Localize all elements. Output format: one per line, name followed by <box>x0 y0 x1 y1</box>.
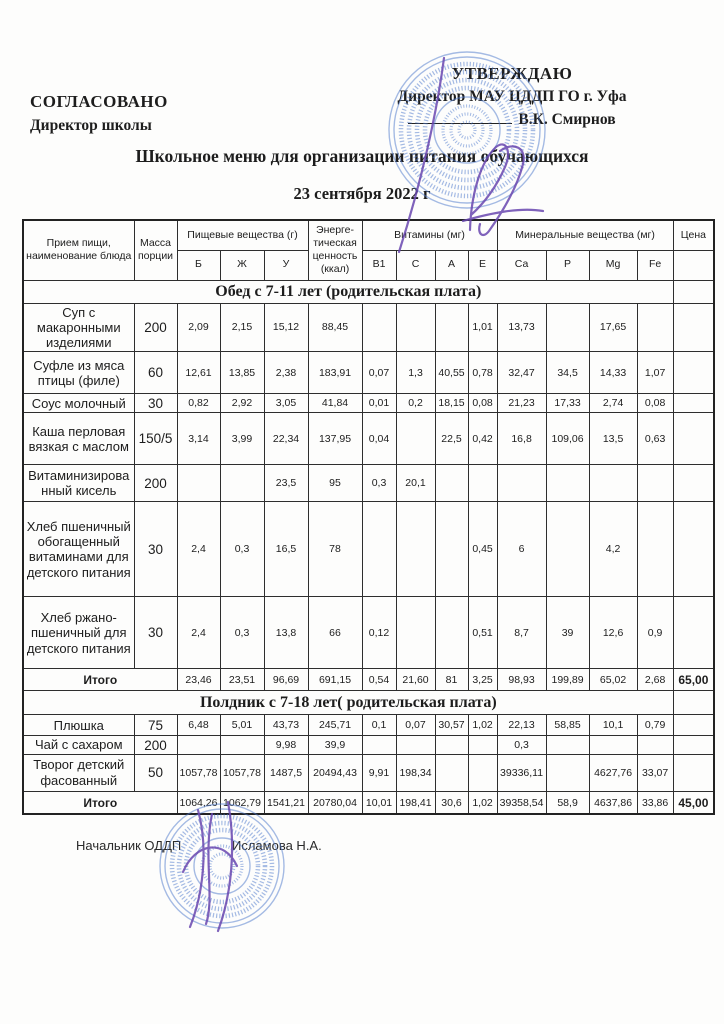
value-cell <box>637 303 673 352</box>
value-cell: 17,65 <box>589 303 637 352</box>
dish-name: Чай с сахаром <box>23 736 134 754</box>
value-cell: 2,74 <box>589 394 637 413</box>
value-cell: 18,15 <box>435 394 468 413</box>
value-cell: 0,08 <box>637 394 673 413</box>
value-cell <box>589 465 637 502</box>
value-cell: 0,42 <box>468 413 497 465</box>
value-cell <box>673 736 714 754</box>
value-cell: 137,95 <box>308 413 362 465</box>
col-header-energy: Энерге-тическая ценность (ккал) <box>308 220 362 280</box>
value-cell: 9,91 <box>362 754 396 791</box>
value-cell: 15,12 <box>264 303 308 352</box>
value-cell: 10,01 <box>362 791 396 814</box>
dish-row <box>23 597 714 669</box>
section-title: Обед с 7-11 лет (родительская плата) <box>23 280 673 303</box>
value-cell <box>396 502 435 597</box>
dish-row <box>23 413 714 465</box>
value-cell: 0,3 <box>497 736 546 754</box>
dish-row <box>23 736 714 754</box>
value-cell: 1057,78 <box>220 754 264 791</box>
value-cell <box>673 413 714 465</box>
dish-row <box>23 303 714 352</box>
value-cell <box>637 736 673 754</box>
value-cell: 20780,04 <box>308 791 362 814</box>
value-cell <box>546 303 589 352</box>
value-cell <box>468 736 497 754</box>
value-cell: 2,4 <box>177 502 220 597</box>
value-cell: 16,5 <box>264 502 308 597</box>
col-subheader-protein: Б <box>177 250 220 280</box>
dish-name: Витаминизированный кисель <box>23 465 134 502</box>
value-cell: 1,07 <box>637 352 673 394</box>
footer-name: Исламова Н.А. <box>232 838 322 853</box>
value-cell: 39 <box>546 597 589 669</box>
value-cell: 4,2 <box>589 502 637 597</box>
value-cell: 8,7 <box>497 597 546 669</box>
value-cell <box>673 394 714 413</box>
footer-position: Начальник ОДДП <box>76 838 182 853</box>
value-cell: 6,48 <box>177 715 220 736</box>
section-price-spacer <box>673 691 714 715</box>
value-cell: 6 <box>497 502 546 597</box>
value-cell <box>546 754 589 791</box>
dish-row <box>23 754 714 791</box>
dish-row <box>23 715 714 736</box>
value-cell: 9,98 <box>264 736 308 754</box>
dish-name: Хлеб пшеничный обогащенный витаминами для детского питания <box>23 502 134 597</box>
value-cell: 183,91 <box>308 352 362 394</box>
value-cell: 22,13 <box>497 715 546 736</box>
value-cell: 1,02 <box>468 715 497 736</box>
value-cell: 2,38 <box>264 352 308 394</box>
value-cell: 34,5 <box>546 352 589 394</box>
value-cell <box>396 303 435 352</box>
value-cell: 41,84 <box>308 394 362 413</box>
value-cell <box>362 736 396 754</box>
approved-role: Директор МАУ ЦДДП ГО г. Уфа <box>397 88 627 105</box>
portion-mass: 30 <box>134 394 177 413</box>
value-cell: 245,71 <box>308 715 362 736</box>
col-subheader-a: А <box>435 250 468 280</box>
value-cell: 2,09 <box>177 303 220 352</box>
signature-line <box>408 110 512 124</box>
value-cell <box>435 736 468 754</box>
value-cell: 39336,11 <box>497 754 546 791</box>
dish-name: Суп с макаронными изделиями <box>23 303 134 352</box>
value-cell: 109,06 <box>546 413 589 465</box>
value-cell: 0,51 <box>468 597 497 669</box>
value-cell: 96,69 <box>264 669 308 691</box>
value-cell: 0,2 <box>396 394 435 413</box>
value-cell: 40,55 <box>435 352 468 394</box>
portion-mass: 150/5 <box>134 413 177 465</box>
head-signature-icon <box>183 802 237 931</box>
section-title: Полдник с 7-18 лет( родительская плата) <box>23 691 673 715</box>
value-cell <box>220 465 264 502</box>
portion-mass: 30 <box>134 502 177 597</box>
value-cell: 30,57 <box>435 715 468 736</box>
value-cell: 3,05 <box>264 394 308 413</box>
value-cell: 78 <box>308 502 362 597</box>
portion-mass: 200 <box>134 465 177 502</box>
value-cell <box>673 303 714 352</box>
value-cell: 3,25 <box>468 669 497 691</box>
value-cell: 39358,54 <box>497 791 546 814</box>
value-cell: 13,85 <box>220 352 264 394</box>
portion-mass: 200 <box>134 736 177 754</box>
value-cell: 0,82 <box>177 394 220 413</box>
value-cell: 0,07 <box>362 352 396 394</box>
value-cell <box>435 465 468 502</box>
value-cell: 12,6 <box>589 597 637 669</box>
col-subheader-price-spacer <box>673 250 714 280</box>
value-cell: 2,15 <box>220 303 264 352</box>
col-subheader-p: Р <box>546 250 589 280</box>
value-cell: 5,01 <box>220 715 264 736</box>
col-group-minerals: Минеральные вещества (мг) <box>497 220 673 250</box>
value-cell: 20494,43 <box>308 754 362 791</box>
value-cell: 0,63 <box>637 413 673 465</box>
value-cell <box>396 736 435 754</box>
section-price-spacer <box>673 280 714 303</box>
value-cell <box>637 465 673 502</box>
value-cell <box>220 736 264 754</box>
total-price: 65,00 <box>673 669 714 691</box>
value-cell: 1064,26 <box>177 791 220 814</box>
value-cell: 23,5 <box>264 465 308 502</box>
value-cell: 198,34 <box>396 754 435 791</box>
dish-row <box>23 394 714 413</box>
col-header-mass: Масса порции <box>134 220 177 280</box>
portion-mass: 30 <box>134 597 177 669</box>
dish-name: Хлеб ржано-пшеничный для детского питания <box>23 597 134 669</box>
agreed-label: СОГЛАСОВАНО <box>30 92 168 111</box>
value-cell: 691,15 <box>308 669 362 691</box>
value-cell: 39,9 <box>308 736 362 754</box>
value-cell: 23,51 <box>220 669 264 691</box>
value-cell <box>396 413 435 465</box>
col-subheader-b1: В1 <box>362 250 396 280</box>
value-cell: 1,3 <box>396 352 435 394</box>
value-cell: 2,92 <box>220 394 264 413</box>
value-cell: 12,61 <box>177 352 220 394</box>
value-cell: 10,1 <box>589 715 637 736</box>
value-cell: 33,07 <box>637 754 673 791</box>
col-subheader-fat: Ж <box>220 250 264 280</box>
col-group-vitamins: Витамины (мг) <box>362 220 497 250</box>
value-cell <box>673 597 714 669</box>
value-cell <box>177 465 220 502</box>
value-cell <box>637 502 673 597</box>
value-cell <box>546 736 589 754</box>
value-cell <box>362 502 396 597</box>
portion-mass: 50 <box>134 754 177 791</box>
total-price: 45,00 <box>673 791 714 814</box>
value-cell: 2,4 <box>177 597 220 669</box>
value-cell: 4637,86 <box>589 791 637 814</box>
value-cell: 13,73 <box>497 303 546 352</box>
dish-row <box>23 352 714 394</box>
table-body <box>23 280 714 814</box>
value-cell <box>673 502 714 597</box>
portion-mass: 75 <box>134 715 177 736</box>
approver-name: В.К. Смирнов <box>518 111 616 128</box>
value-cell: 3,14 <box>177 413 220 465</box>
value-cell: 199,89 <box>546 669 589 691</box>
approved-block <box>383 62 641 131</box>
value-cell <box>362 303 396 352</box>
value-cell: 30,6 <box>435 791 468 814</box>
value-cell: 1,02 <box>468 791 497 814</box>
value-cell <box>435 502 468 597</box>
value-cell: 0,45 <box>468 502 497 597</box>
value-cell: 95 <box>308 465 362 502</box>
value-cell: 1,01 <box>468 303 497 352</box>
value-cell: 98,93 <box>497 669 546 691</box>
round-stamp-bottom-icon <box>160 804 284 928</box>
portion-mass: 200 <box>134 303 177 352</box>
value-cell: 4627,76 <box>589 754 637 791</box>
value-cell <box>673 754 714 791</box>
dish-row <box>23 465 714 502</box>
total-label: Итого <box>23 669 177 691</box>
value-cell: 1057,78 <box>177 754 220 791</box>
value-cell <box>435 303 468 352</box>
value-cell: 0,07 <box>396 715 435 736</box>
value-cell: 0,04 <box>362 413 396 465</box>
value-cell: 1541,21 <box>264 791 308 814</box>
col-subheader-e: Е <box>468 250 497 280</box>
value-cell: 32,47 <box>497 352 546 394</box>
value-cell: 0,54 <box>362 669 396 691</box>
agreed-role: Директор школы <box>30 117 152 134</box>
value-cell <box>546 465 589 502</box>
value-cell: 23,46 <box>177 669 220 691</box>
document-date: 23 сентября 2022 г <box>293 184 431 203</box>
col-subheader-fe: Fe <box>637 250 673 280</box>
value-cell: 21,23 <box>497 394 546 413</box>
value-cell <box>396 597 435 669</box>
value-cell: 13,5 <box>589 413 637 465</box>
value-cell <box>673 465 714 502</box>
section-header-row <box>23 691 714 715</box>
value-cell: 21,60 <box>396 669 435 691</box>
value-cell: 20,1 <box>396 465 435 502</box>
value-cell: 16,8 <box>497 413 546 465</box>
value-cell: 0,3 <box>220 502 264 597</box>
value-cell: 0,78 <box>468 352 497 394</box>
col-header-price: Цена <box>673 220 714 250</box>
value-cell: 43,73 <box>264 715 308 736</box>
menu-table <box>22 219 715 815</box>
value-cell: 0,1 <box>362 715 396 736</box>
dish-name: Творог детский фасованный <box>23 754 134 791</box>
col-group-nutrients: Пищевые вещества (г) <box>177 220 308 250</box>
value-cell: 65,02 <box>589 669 637 691</box>
col-subheader-ca: Са <box>497 250 546 280</box>
value-cell: 0,12 <box>362 597 396 669</box>
total-row <box>23 791 714 814</box>
dish-name: Плюшка <box>23 715 134 736</box>
total-label: Итого <box>23 791 177 814</box>
value-cell: 22,5 <box>435 413 468 465</box>
value-cell <box>546 502 589 597</box>
value-cell <box>177 736 220 754</box>
value-cell: 0,08 <box>468 394 497 413</box>
dish-name: Суфле из мяса птицы (филе) <box>23 352 134 394</box>
value-cell: 0,3 <box>220 597 264 669</box>
value-cell <box>589 736 637 754</box>
table-header <box>23 220 714 280</box>
value-cell <box>468 754 497 791</box>
dish-name: Каша перловая вязкая с маслом <box>23 413 134 465</box>
value-cell: 198,41 <box>396 791 435 814</box>
col-subheader-c: С <box>396 250 435 280</box>
value-cell: 88,45 <box>308 303 362 352</box>
col-subheader-carbs: У <box>264 250 308 280</box>
approved-label: УТВЕРЖДАЮ <box>451 64 573 83</box>
document-title: Школьное меню для организации питания обучающихся <box>135 146 589 166</box>
section-header-row <box>23 280 714 303</box>
value-cell <box>468 465 497 502</box>
value-cell: 2,68 <box>637 669 673 691</box>
value-cell: 58,9 <box>546 791 589 814</box>
value-cell <box>497 465 546 502</box>
value-cell: 22,34 <box>264 413 308 465</box>
portion-mass: 60 <box>134 352 177 394</box>
col-subheader-mg: Mg <box>589 250 637 280</box>
dish-row <box>23 502 714 597</box>
value-cell: 0,3 <box>362 465 396 502</box>
value-cell: 0,9 <box>637 597 673 669</box>
value-cell: 81 <box>435 669 468 691</box>
value-cell: 14,33 <box>589 352 637 394</box>
value-cell: 3,99 <box>220 413 264 465</box>
total-row <box>23 669 714 691</box>
value-cell: 17,33 <box>546 394 589 413</box>
value-cell: 13,8 <box>264 597 308 669</box>
value-cell <box>435 597 468 669</box>
col-header-dish: Прием пищи, наименование блюда <box>23 220 134 280</box>
value-cell: 58,85 <box>546 715 589 736</box>
dish-name: Соус молочный <box>23 394 134 413</box>
value-cell <box>673 715 714 736</box>
approver-line <box>383 108 641 131</box>
value-cell: 66 <box>308 597 362 669</box>
value-cell: 0,01 <box>362 394 396 413</box>
value-cell <box>435 754 468 791</box>
value-cell <box>673 352 714 394</box>
agreed-block <box>30 90 168 138</box>
value-cell: 0,79 <box>637 715 673 736</box>
value-cell: 1062,79 <box>220 791 264 814</box>
value-cell: 1487,5 <box>264 754 308 791</box>
value-cell: 33,86 <box>637 791 673 814</box>
